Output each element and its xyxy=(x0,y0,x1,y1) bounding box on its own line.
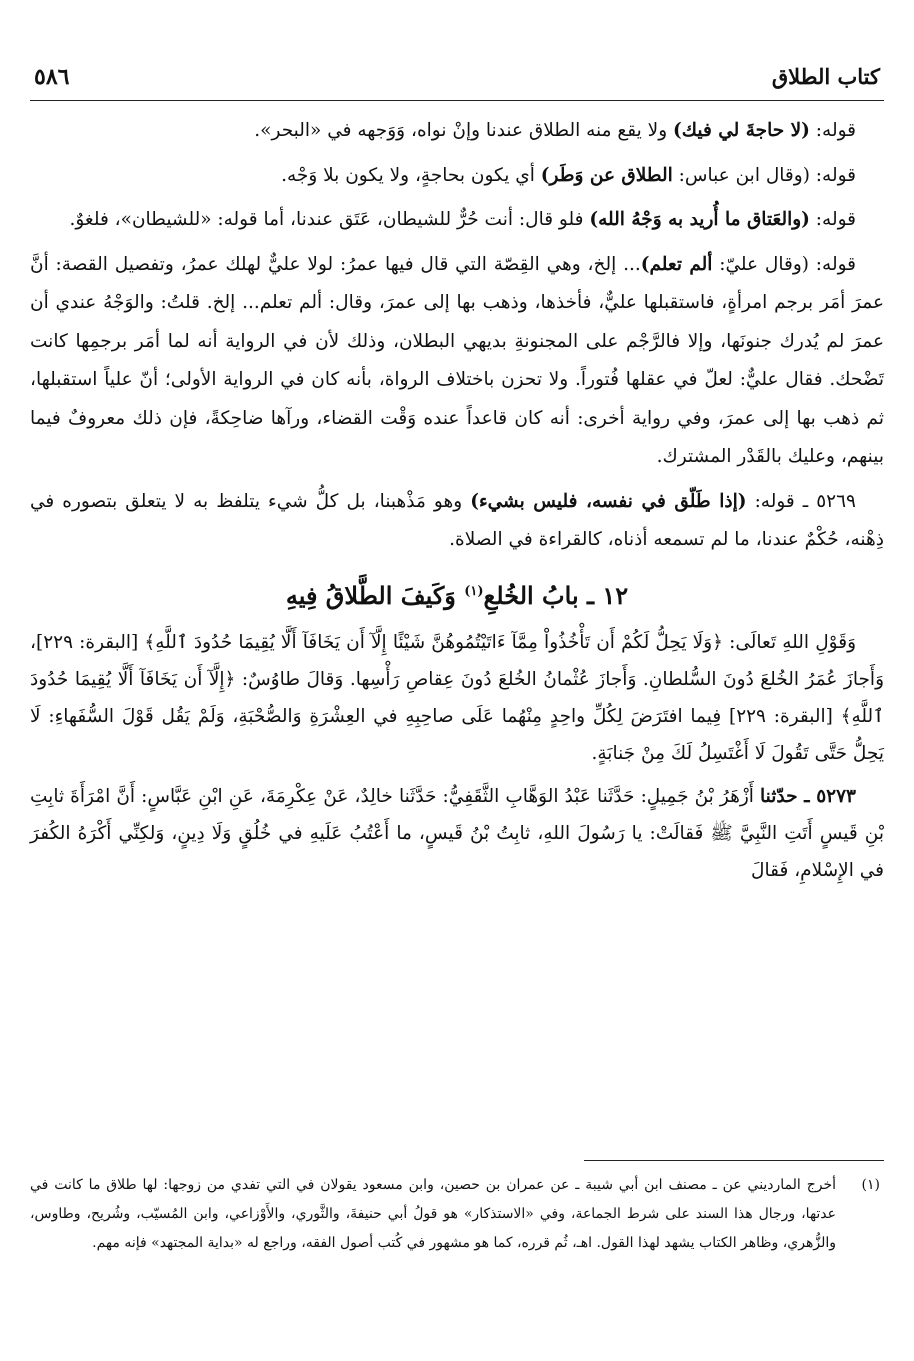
paragraph-lead: ٥٢٦٩ ـ قوله: xyxy=(746,490,856,512)
paragraph-text: وهو مَذْهبنا، بل كلُّ شيء يتلفظ به لا يتعلق بتصوره في ذِهْنه، حُكْمٌ عندنا، ما لم تسمعه أذناه، كالقراءة في الصلاة. xyxy=(30,490,884,550)
paragraph-lead: قوله: xyxy=(809,120,856,141)
paragraph-text: أي يكون بحاجةٍ، ولا يكون بلا وَجْه. xyxy=(281,164,541,186)
page-number: ٥٨٦ xyxy=(34,64,70,90)
chapter-heading-text: ١٢ ـ بابُ الخُلعِ xyxy=(483,580,629,610)
footnote-number: (١) xyxy=(861,1177,880,1193)
book-page xyxy=(30,0,884,1361)
page-header xyxy=(30,60,884,101)
paragraph xyxy=(30,201,884,240)
footnotes xyxy=(30,1160,884,1258)
chapter-heading xyxy=(30,570,884,618)
paragraph xyxy=(30,483,884,560)
running-title: كتاب الطلاق xyxy=(771,64,880,89)
paragraph xyxy=(30,246,884,477)
footnote xyxy=(30,1171,884,1258)
chapter-heading-text-end: وَكَيفَ الطَّلاقُ فِيهِ xyxy=(285,580,465,610)
hadith-paragraph xyxy=(30,778,884,889)
paragraph-text: أَزْهَرُ بْنُ جَمِيلٍ: حَدَّثَنا عَبْدُ الوَهَّابِ الثَّقَفِيُّ: حَدَّثَنا خالِدٌ، عَنْ عِكْرِمَةَ، عَنِ ابْنِ عَبَّاسٍ: أَنَّ امْرَأَةَ ثابِتِ بْنِ قَيسٍ أَتَتِ النَّبِيَّ ﷺ فَقالَتْ: يا رَسُولَ اللهِ، ثابِتُ بْنُ قَيسٍ، ما أَعْتُبُ عَلَيهِ في خُلُقٍ وَلَا دِينٍ، وَلكِنِّي أَكْرَهُ الكُفرَ في الإِسْلامِ، فَقالَ xyxy=(30,785,884,881)
paragraph-text: فلو قال: أنت حُرٌّ للشيطان، عَتَق عندنا، أما قوله: «للشيطان»، فلغوٌ. xyxy=(69,209,590,230)
paragraph xyxy=(30,157,884,196)
paragraph-lead: قوله: (وقال ابن عباس: xyxy=(672,164,856,186)
paragraph-bold: الطلاق عن وَطَر) xyxy=(540,164,673,186)
paragraph-lead: قوله: (وقال عليّ: xyxy=(712,253,856,275)
paragraph-text: ولا يقع منه الطلاق عندنا وإنْ نواه، وَوَجهه في «البحر». xyxy=(254,120,674,141)
footnote-text: أخرج المارديني عن ـ مصنف ابن أبي شيبة ـ عن عمران بن حصين، وابن مسعود يقولان في التي تفدي من زوجها: لها طلاق ما كانت في عدتها، ورجال هذا السند على شرط الجماعة، وفي «الاستذكار» هو قولُ أبي حنيفةَ، والثَّوري، والأَوْزاعي، وابن المُسيّب، وشُريح، وطاوس، والزُّهري، وظاهر الكتاب يشهد لهذا القول. اهـ، ثُم قرره، كما هو مشهور في كُتب أصول الفقه، وراجع له «بداية المجتهد» فإنه مهم. xyxy=(30,1177,836,1251)
hadith-paragraph xyxy=(30,624,884,772)
paragraph-bold: (لا حاجةَ لي فيك) xyxy=(673,120,810,141)
paragraph-bold: (إذا طَلّق في نفسه، فليس بشيء) xyxy=(470,490,747,512)
paragraph-bold: (والعَتاق ما أُريد به وَجْهُ الله) xyxy=(589,209,810,230)
paragraph-lead: قوله: xyxy=(809,209,856,230)
paragraph xyxy=(30,112,884,151)
paragraph-text: وَقَوْلِ اللهِ تَعالَى: ﴿وَلَا يَحِلُّ لَكُمْ أَن تَأْخُذُواْ مِمَّآ ءَاتَيْتُمُوهُنَّ شَيْئًا إِلَّآ أَن يَخَافَآ أَلَّا يُقِيمَا حُدُودَ ٱللَّهِ﴾ [البقرة: ٢٢٩]، وَأَجازَ عُمَرُ الخُلعَ دُونَ السُّلطانِ. وَأَجازَ عُثْمانُ الخُلعَ دُونَ عِقاصِ رَأْسِها. وَقالَ طاوُسٌ: ﴿إِلَّآ أَن يَخَافَآ أَلَّا يُقِيمَا حُدُودَ ٱللَّهِ﴾ [البقرة: ٢٢٩] فِيما افتَرَضَ لِكُلِّ واحِدٍ مِنْهُما عَلَى صاحِبِهِ في العِشْرَةِ وَالصُّحْبَةِ، وَلَمْ يَقُل قَوْلَ السُّفَهاءِ: لَا يَحِلُّ حَتَّى تَقُولَ لَا أَغْتَسِلُ لَكَ مِنْ جَنابَةٍ. xyxy=(30,631,884,764)
paragraph-text: ... إلخ، وهي القِصّة التي قال فيها عمرُ: لولا عليٌّ لهلك عمرُ، وتفصيل القصة: أنَّ عمرَ أمَر برجم امرأةٍ، فاستقبلها عليٌّ، فأخذها، وذهب بها إلى عمرَ، وقال: ألم تعلم... إلخ. قلتُ: والوَجْهُ عندي أن عمرَ لم يُدرك جنونَها، وإلا فالرَّجْم على المجنونةِ بديهي البطلان، وذلك لأن في الرواية أنه لما أمَر برجمِها كانت تَضْحك. فقال عليٌّ: لعلّ في عقلها فُتوراً. ولا تحزن باختلاف الرواة، بأنه كان في الرواية الأولى؛ أنّ علياً استقبلها، ثم ذهب بها إلى عمرَ، وفي رواية أخرى: أنه كان قاعداً عنده وَقْت القضاء، ورآها ضاحِكةً، فإن ذلك معروفٌ فيما بينهم، وعليك بالقَدْر المشترك. xyxy=(30,253,884,467)
main-text xyxy=(30,112,884,895)
footnote-marker: (١) xyxy=(464,583,484,599)
footnote-divider xyxy=(584,1160,884,1161)
hadith-number: ٥٢٧٣ ـ حدّثنا xyxy=(760,785,856,807)
paragraph-bold: ألم تعلم) xyxy=(640,253,713,275)
